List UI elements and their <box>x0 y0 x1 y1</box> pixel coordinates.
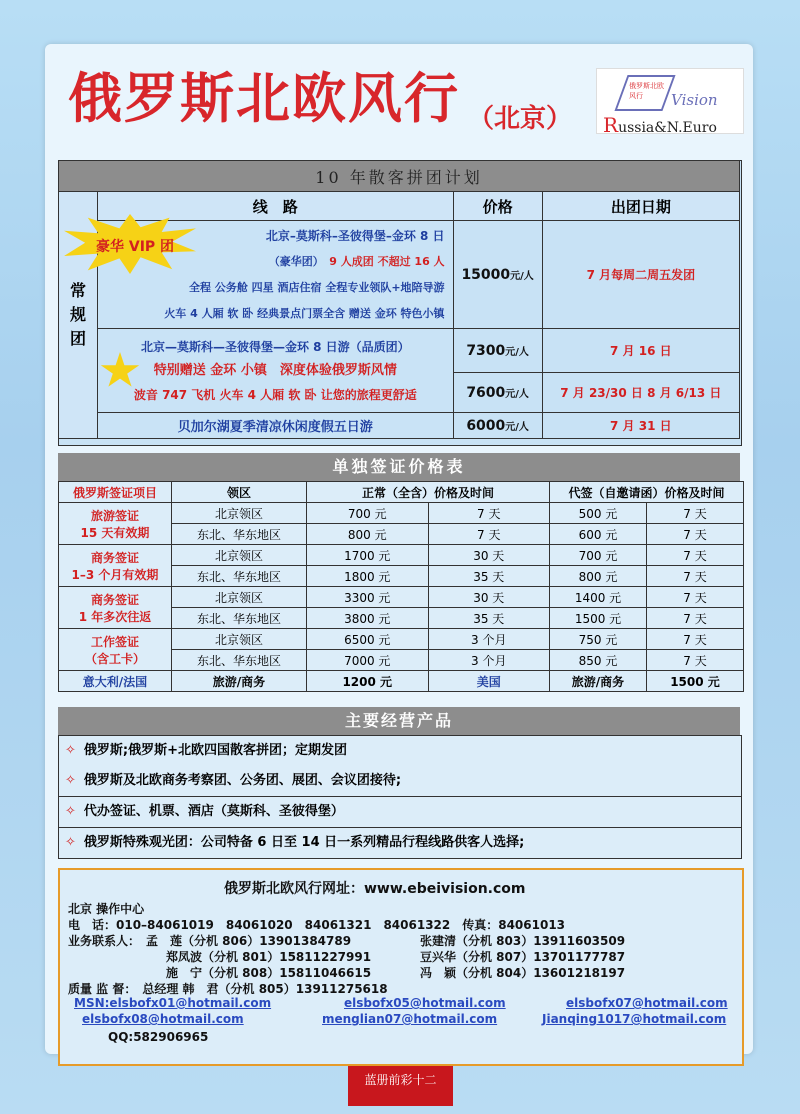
visa-cell: 1700 元 <box>307 545 429 566</box>
visa-cell: 800 元 <box>307 524 429 545</box>
page-title: 俄罗斯北欧风行 <box>68 67 460 130</box>
visa-cell: 600 元 <box>550 524 647 545</box>
visa-cell: 30 天 <box>428 587 550 608</box>
email-1[interactable]: MSN:elsbofx01@hotmail.com <box>74 996 272 1010</box>
group-tour-table <box>58 160 740 439</box>
visa-cell: 7 天 <box>647 650 744 671</box>
website: 俄罗斯北欧风行网址：www.ebeivision.com <box>224 881 526 897</box>
visa-cell: 7 天 <box>647 566 744 587</box>
visa-cell: 1500 元 <box>550 608 647 629</box>
contact-3: 施 宁（分机 808）15811046615 <box>166 966 372 980</box>
visa-last-price: 1200 元 <box>307 671 429 692</box>
quality-supervisor: 质量 监 督： 总经理 韩 君（分机 805）13911275618 <box>68 982 388 996</box>
email-5[interactable]: menglian07@hotmail.com <box>322 1012 498 1026</box>
visa-cell: 850 元 <box>550 650 647 671</box>
logo-script: Vision <box>671 91 718 109</box>
route-1-price: 15000元/人 <box>453 221 542 329</box>
visa-last-country: 美国 <box>428 671 550 692</box>
route-2: 北京—莫斯科—圣彼得堡—金环 8 日游（品质团） 特别赠送 金环 小镇 深度体验俄罗斯风情 波音 747 飞机 火车 4 人厢 软 卧 让您的旅程更舒适 <box>98 329 454 413</box>
contact-3b: 冯 颖（分机 804）13601218197 <box>420 966 626 980</box>
visa-cell: 东北、华东地区 <box>172 608 307 629</box>
product-item: ✧ 俄罗斯及北欧商务考察团、公务团、展团、会议团接待; <box>58 766 742 797</box>
contact-1b: 张建清（分机 803）13911603509 <box>420 934 626 948</box>
visa-cell: 7000 元 <box>307 650 429 671</box>
col-route: 线 路 <box>98 192 454 221</box>
visa-cell: 6500 元 <box>307 629 429 650</box>
visa-cell: 7 天 <box>647 629 744 650</box>
visa-table <box>58 481 744 692</box>
operation-center: 北京 操作中心 <box>68 902 145 916</box>
col-date: 出团日期 <box>542 192 739 221</box>
diamond-icon: ✧ <box>65 835 76 850</box>
visa-cell: 35 天 <box>428 608 550 629</box>
visa-cell: 1400 元 <box>550 587 647 608</box>
visa-cell: 7 天 <box>647 524 744 545</box>
qq-number: QQ:582906965 <box>108 1030 209 1044</box>
product-item: ✧ 俄罗斯特殊观光团：公司特备 6 日至 14 日一系列精品行程线路供客人选择; <box>58 828 742 859</box>
visa-cell: 7 天 <box>428 503 550 524</box>
visa-cell: 7 天 <box>647 608 744 629</box>
visa-cell: 800 元 <box>550 566 647 587</box>
visa-type: 旅游签证 15 天有效期 <box>59 503 172 545</box>
visa-cell: 3 个月 <box>428 629 550 650</box>
visa-cell: 东北、华东地区 <box>172 650 307 671</box>
visa-heading: 单独签证价格表 <box>58 453 740 481</box>
diamond-icon: ✧ <box>65 804 76 819</box>
visa-cell: 7 天 <box>647 587 744 608</box>
visa-cell: 500 元 <box>550 503 647 524</box>
visa-cell: 7 天 <box>647 503 744 524</box>
visa-row <box>59 545 744 566</box>
route-3-date: 7 月 31 日 <box>542 413 739 439</box>
route-2-price-a: 7300元/人 <box>453 329 542 373</box>
visa-cell: 北京领区 <box>172 503 307 524</box>
email-6[interactable]: Jianqing1017@hotmail.com <box>542 1012 727 1026</box>
visa-cell: 30 天 <box>428 545 550 566</box>
visa-cell: 35 天 <box>428 566 550 587</box>
visa-cell: 7 天 <box>647 545 744 566</box>
visa-last-type: 旅游/商务 <box>172 671 307 692</box>
visa-col-normal: 正常（全含）价格及时间 <box>307 482 550 503</box>
route-1-date: 7 月每周二周五发团 <box>542 221 739 329</box>
route-2-price-b: 7600元/人 <box>453 373 542 413</box>
visa-cell: 700 元 <box>550 545 647 566</box>
visa-row <box>59 629 744 650</box>
page-subtitle: （北京） <box>468 104 573 134</box>
visa-row <box>59 587 744 608</box>
visa-col-item: 俄罗斯签证项目 <box>59 482 172 503</box>
visa-cell: 北京领区 <box>172 629 307 650</box>
route-3-price: 6000元/人 <box>453 413 542 439</box>
footer-tag: 蓝册前彩十二 <box>348 1066 453 1106</box>
visa-type: 商务签证 1–3 个月有效期 <box>59 545 172 587</box>
visa-cell: 东北、华东地区 <box>172 566 307 587</box>
visa-cell: 7 天 <box>428 524 550 545</box>
group-tour-heading: 10 年散客拼团计划 <box>59 161 740 192</box>
product-item: ✧ 代办签证、机票、酒店（莫斯科、圣彼得堡） <box>58 797 742 828</box>
visa-cell: 北京领区 <box>172 587 307 608</box>
visa-cell: 东北、华东地区 <box>172 524 307 545</box>
visa-cell: 3 个月 <box>428 650 550 671</box>
vip-badge: 豪华 VIP 团 <box>96 239 175 255</box>
email-3[interactable]: elsbofx07@hotmail.com <box>566 996 728 1010</box>
products-heading: 主要经营产品 <box>58 707 740 735</box>
logo-chinese: 俄罗斯北欧风行 <box>629 82 664 100</box>
diamond-icon: ✧ <box>65 743 76 758</box>
visa-type: 商务签证 1 年多次往返 <box>59 587 172 629</box>
visa-cell: 750 元 <box>550 629 647 650</box>
route-2-date-a: 7 月 16 日 <box>542 329 739 373</box>
visa-last-label: 意大利/法国 <box>59 671 172 692</box>
visa-cell: 3800 元 <box>307 608 429 629</box>
visa-last-type-b: 旅游/商务 <box>550 671 647 692</box>
side-label: 常规团 <box>59 192 98 439</box>
visa-cell: 3300 元 <box>307 587 429 608</box>
product-item: ✧ 俄罗斯;俄罗斯+北欧四国散客拼团；定期发团 <box>58 735 742 767</box>
email-2[interactable]: elsbofx05@hotmail.com <box>344 996 506 1010</box>
company-logo <box>596 68 744 137</box>
route-3: 贝加尔湖夏季清凉休闲度假五日游 <box>98 413 454 439</box>
route-1: 北京–莫斯科–圣彼得堡–金环 8 日 （豪华团） 9 人成团 不超过 16 人 全程 公务舱 四星 酒店住宿 全程专业领队+地陪导游 火车 4 人厢 软 卧 经典景点门票全含 赠送 金环 特色小镇 <box>98 221 454 329</box>
contact-2b: 豆兴华（分机 807）13701177787 <box>420 950 626 964</box>
contact-2: 郑凤波（分机 801）15811227991 <box>166 950 372 964</box>
route-2-date-b: 7 月 23/30 日 8 月 6/13 日 <box>542 373 739 413</box>
visa-col-area: 领区 <box>172 482 307 503</box>
visa-cell: 700 元 <box>307 503 429 524</box>
visa-row <box>59 503 744 524</box>
contact-1: 业务联系人： 孟 莲（分机 806）13901384789 <box>68 934 352 948</box>
email-4[interactable]: elsbofx08@hotmail.com <box>82 1012 244 1026</box>
diamond-icon: ✧ <box>65 773 76 788</box>
contact-panel <box>58 868 744 1066</box>
visa-type: 工作签证 （含工卡） <box>59 629 172 671</box>
logo-text: Russia&N.Euro <box>603 113 717 137</box>
col-price: 价格 <box>453 192 542 221</box>
phone-line: 电 话：010–84061019 84061020 84061321 84061322 传真：84061013 <box>68 918 566 932</box>
visa-cell: 1800 元 <box>307 566 429 587</box>
visa-col-agent: 代签（自邀请函）价格及时间 <box>550 482 744 503</box>
visa-cell: 北京领区 <box>172 545 307 566</box>
visa-last-price-b: 1500 元 <box>647 671 744 692</box>
